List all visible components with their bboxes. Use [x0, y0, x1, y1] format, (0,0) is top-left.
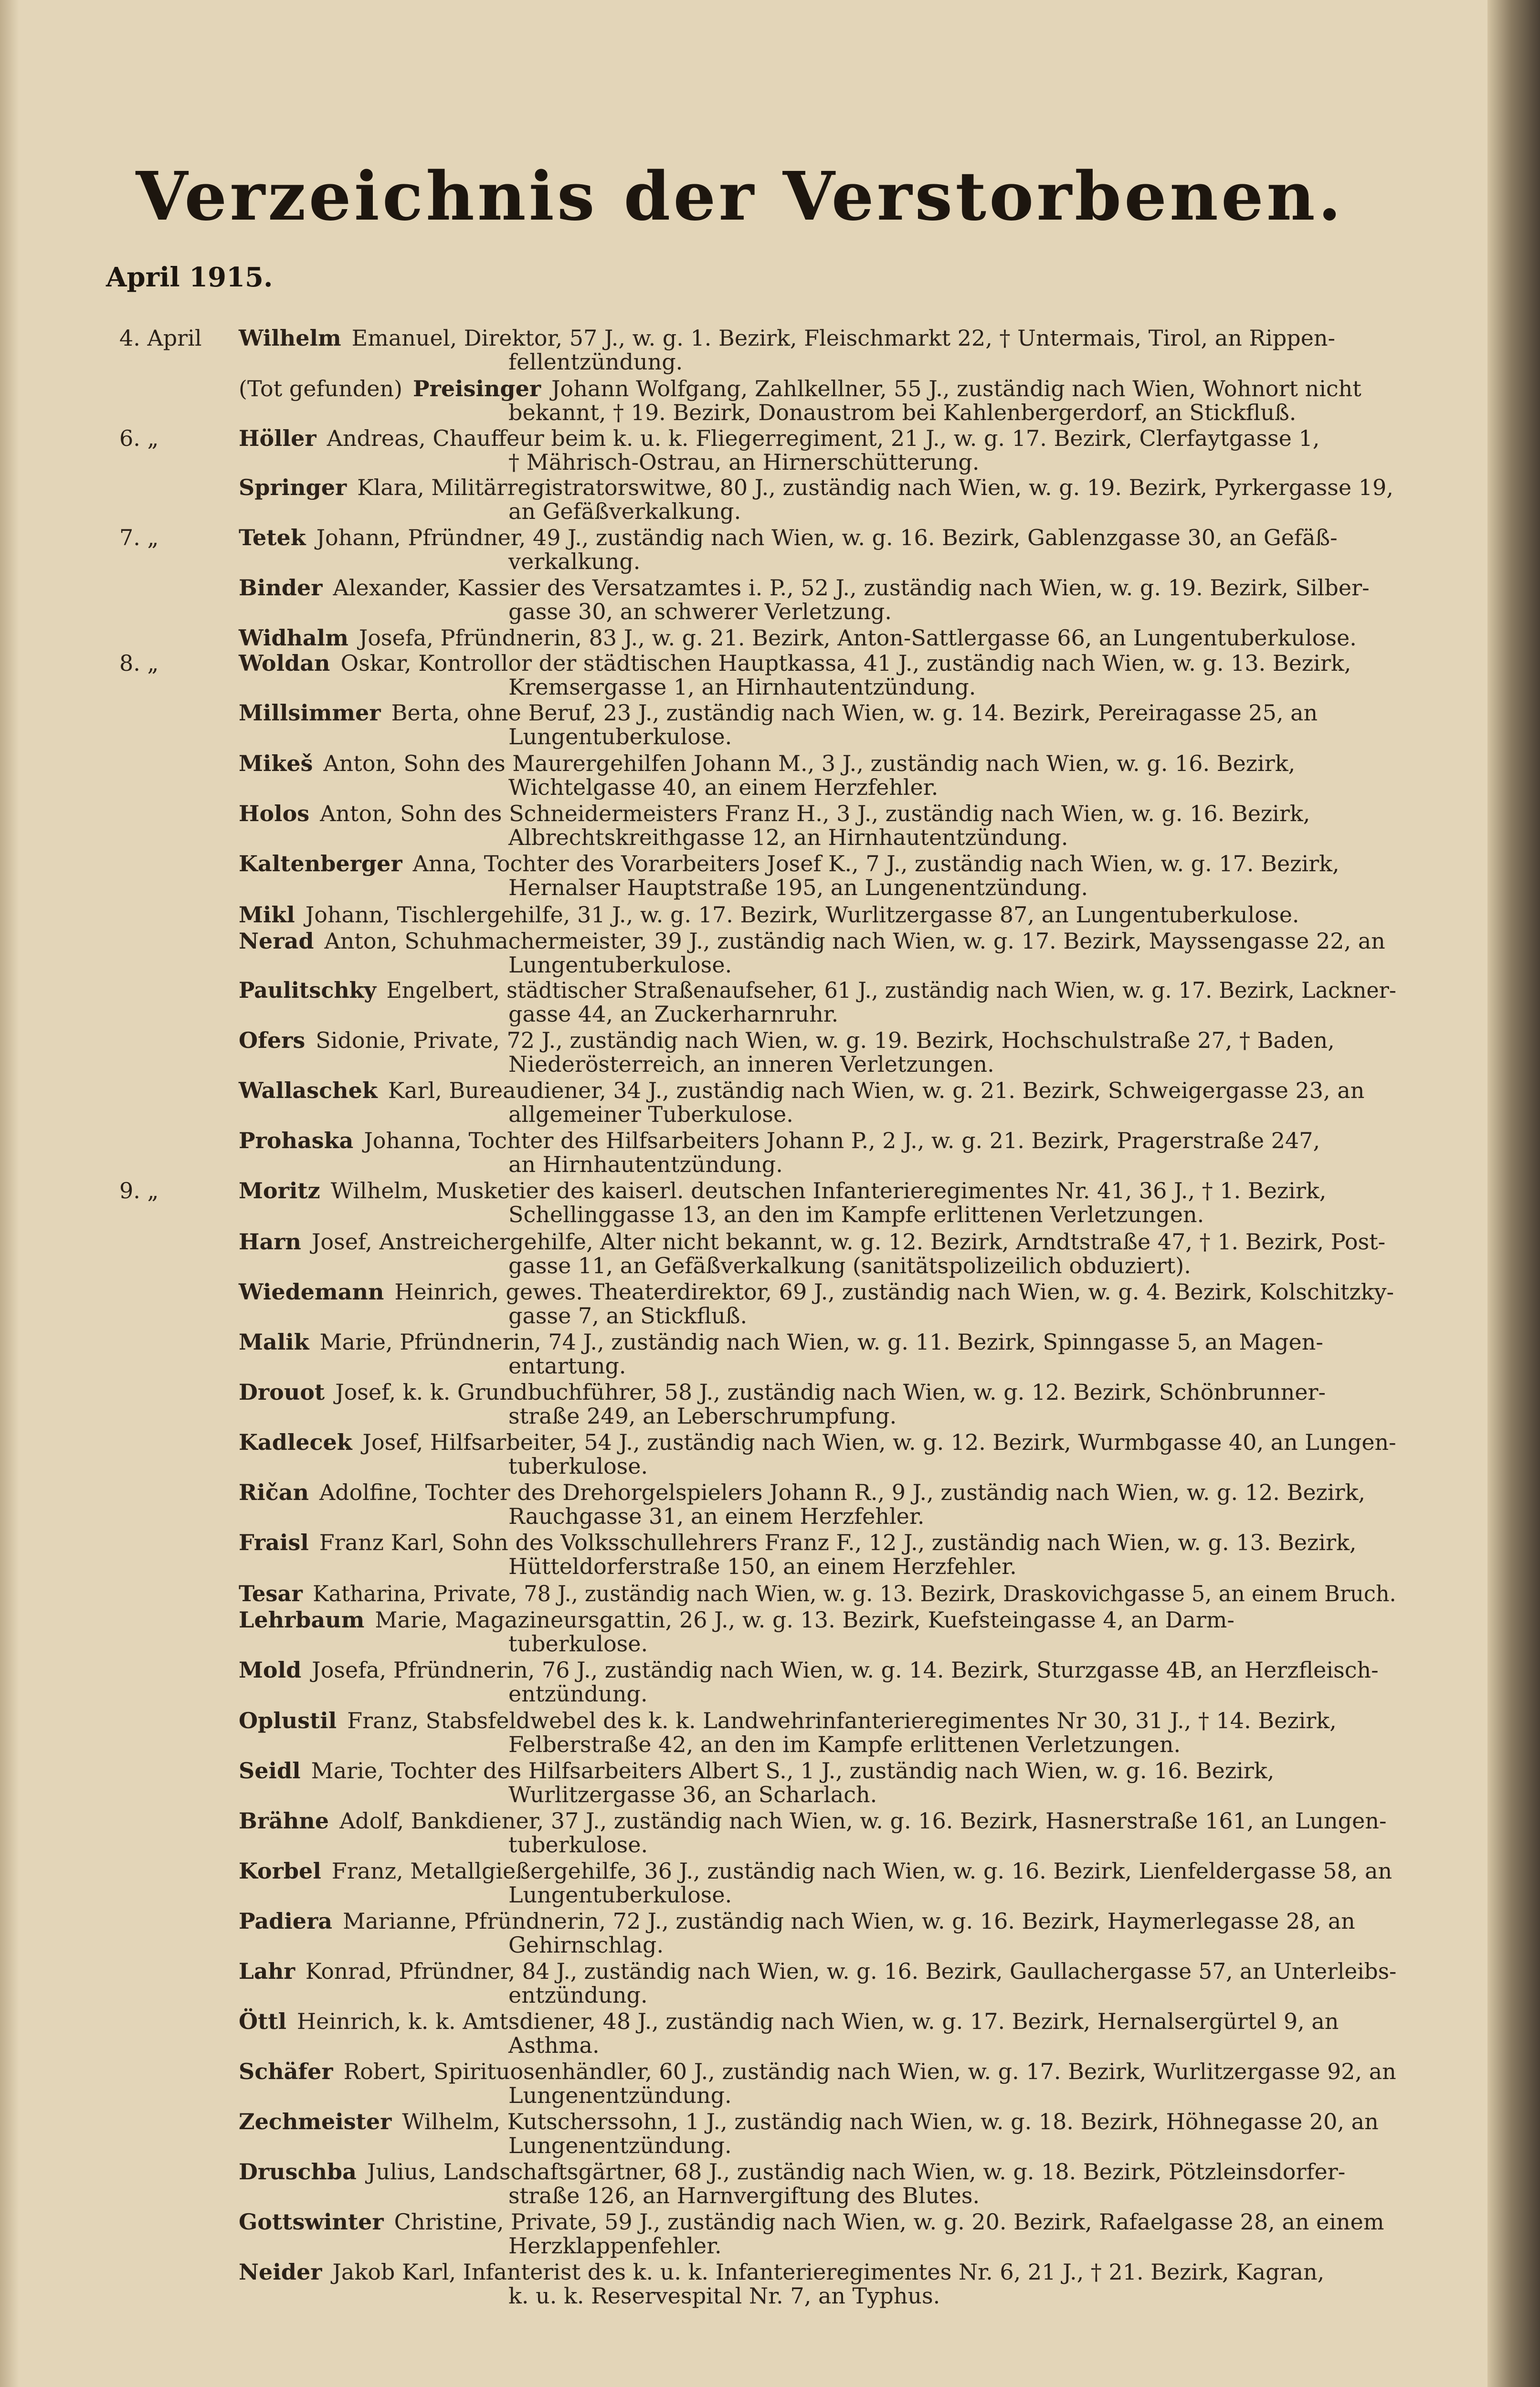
- deceased-surname: Brähne: [239, 1808, 329, 1834]
- entry-continuation: verkalkung.: [508, 549, 641, 574]
- entry-continuation: Lungenentzündung.: [508, 2133, 732, 2158]
- entry-details: Robert, Spirituosenhändler, 60 J., zuständig nach Wien, w. g. 17. Bezirk, Wurlitzergasse 92, an: [343, 2059, 1396, 2084]
- entry-first-line: [239, 1028, 1335, 1053]
- entry-continuation: Lungentuberkulose.: [508, 952, 732, 978]
- deceased-surname: Drouot: [239, 1379, 325, 1405]
- deceased-surname: Woldan: [239, 650, 330, 676]
- entry-details: Oskar, Kontrollor der städtischen Hauptkassa, 41 J., zuständig nach Wien, w. g. 13. Bezirk,: [340, 650, 1351, 676]
- entry-first-line: [239, 2059, 1396, 2084]
- deceased-surname: Padiera: [239, 1908, 333, 1934]
- entry-details: Julius, Landschaftsgärtner, 68 J., zuständig nach Wien, w. g. 18. Bezirk, Pötzleinsdorfer-: [367, 2159, 1346, 2185]
- entry-continuation: entzündung.: [508, 1681, 648, 1707]
- entry-details: Josef, k. k. Grundbuchführer, 58 J., zuständig nach Wien, w. g. 12. Bezirk, Schönbrunner-: [335, 1379, 1326, 1405]
- entry-details: Franz Karl, Sohn des Volksschullehrers Franz F., 12 J., zuständig nach Wien, w. g. 13. Bezirk,: [319, 1530, 1357, 1555]
- entry-details: Johann Wolfgang, Zahlkellner, 55 J., zuständig nach Wien, Wohnort nicht: [551, 376, 1361, 401]
- entry-continuation: gasse 11, an Gefäßverkalkung (sanitätspolizeilich obduziert).: [508, 1253, 1191, 1278]
- entry-continuation: straße 126, an Harnvergiftung des Blutes.: [508, 2183, 980, 2208]
- entry-first-line: [239, 475, 1393, 500]
- deceased-surname: Ričan: [239, 1479, 309, 1505]
- entry-details: Josefa, Pfründnerin, 83 J., w. g. 21. Bezirk, Anton-Sattlergasse 66, an Lungentuberkulose.: [359, 625, 1357, 651]
- entry-first-line: [239, 2159, 1345, 2184]
- deceased-surname: Harn: [239, 1229, 301, 1255]
- deceased-surname: Widhalm: [239, 625, 348, 651]
- deceased-surname: Binder: [239, 575, 323, 601]
- entry-details: Johanna, Tochter des Hilfsarbeiters Johann P., 2 J., w. g. 21. Bezirk, Pragerstraße 247,: [364, 1128, 1320, 1153]
- deceased-surname: Holos: [239, 801, 310, 826]
- entry-continuation: Lungenentzündung.: [508, 2082, 732, 2108]
- entry-continuation: tuberkulose.: [508, 1832, 648, 1858]
- entry-continuation: allgemeiner Tuberkulose.: [508, 1101, 793, 1127]
- entry-first-line: [239, 1607, 1234, 1632]
- deceased-surname: Kaltenberger: [239, 851, 402, 877]
- entry-details: Franz, Stabsfeldwebel des k. k. Landwehrinfanterieregimentes Nr 30, 31 J., † 14. Bezirk,: [347, 1708, 1337, 1733]
- entry-first-line: [239, 1380, 1326, 1405]
- entry-first-line: [239, 902, 1299, 927]
- deceased-surname: Druschba: [239, 2159, 357, 2185]
- entry-first-line: [239, 1758, 1274, 1783]
- entry-details: Heinrich, gewes. Theaterdirektor, 69 J., zuständig nach Wien, w. g. 4. Bezirk, Kolschitzky-: [394, 1279, 1394, 1305]
- entry-continuation: fellentzündung.: [508, 349, 683, 375]
- deceased-surname: Tetek: [239, 525, 306, 550]
- entry-first-line: [239, 2109, 1379, 2134]
- entry-continuation: Albrechtskreithgasse 12, an Hirnhautentzündung.: [508, 824, 1068, 850]
- month-heading: April 1915.: [106, 262, 273, 293]
- entry-continuation: Niederösterreich, an inneren Verletzungen.: [508, 1051, 994, 1077]
- deceased-surname: Prohaska: [239, 1128, 354, 1153]
- deceased-surname: Springer: [239, 475, 347, 500]
- deceased-surname: Wilhelm: [239, 325, 341, 351]
- entry-continuation: straße 249, an Leberschrumpfung.: [508, 1403, 897, 1429]
- entry-details: Wilhelm, Kutscherssohn, 1 J., zuständig nach Wien, w. g. 18. Bezirk, Höhnegasse 20, an: [402, 2109, 1379, 2134]
- entry-first-line: [239, 1859, 1392, 1883]
- entry-first-line: [239, 1229, 1385, 1254]
- deceased-surname: Kadlecek: [239, 1429, 352, 1455]
- entry-first-line: [239, 1279, 1394, 1304]
- entry-details: Karl, Bureaudiener, 34 J., zuständig nach Wien, w. g. 21. Bezirk, Schweigergasse 23, an: [388, 1077, 1365, 1103]
- entry-details: Marie, Tochter des Hilfsarbeiters Albert S., 1 J., zuständig nach Wien, w. g. 16. Bezirk,: [311, 1758, 1275, 1784]
- deceased-surname: Lahr: [239, 1958, 295, 1984]
- entry-first-line: [239, 326, 1335, 350]
- entry-first-line: [239, 700, 1318, 725]
- entry-continuation: Asthma.: [508, 2032, 600, 2058]
- deceased-surname: Korbel: [239, 1858, 321, 1884]
- deceased-surname: Moritz: [239, 1178, 320, 1204]
- entry-continuation: Felberstraße 42, an den im Kampfe erlittenen Verletzungen.: [508, 1732, 1181, 1757]
- entry-first-line: [239, 2009, 1339, 2034]
- deceased-surname: Neider: [239, 2259, 322, 2285]
- entry-first-line: [239, 2260, 1324, 2284]
- deceased-surname: Mikeš: [239, 750, 313, 776]
- entry-continuation: tuberkulose.: [508, 1631, 648, 1657]
- deceased-surname: Paulitschky: [239, 977, 377, 1003]
- deceased-surname: Wiedemann: [239, 1279, 384, 1305]
- page-title: Verzeichnis der Verstorbenen.: [136, 158, 1344, 236]
- deceased-surname: Schäfer: [239, 2059, 333, 2084]
- deceased-surname: Mold: [239, 1657, 302, 1683]
- entry-details: Wilhelm, Musketier des kaiserl. deutschen Infanterieregimentes Nr. 41, 36 J., † 1. Bezirk,: [330, 1178, 1327, 1204]
- deceased-surname: Nerad: [239, 928, 314, 954]
- entry-continuation: k. u. k. Reservespital Nr. 7, an Typhus.: [508, 2283, 940, 2309]
- entry-details: Jakob Karl, Infanterist des k. u. k. Infanterieregimentes Nr. 6, 21 J., † 21. Bezirk, Kagran,: [332, 2259, 1325, 2285]
- entry-details: Adolf, Bankdiener, 37 J., zuständig nach Wien, w. g. 16. Bezirk, Hasnerstraße 161, an Lungen-: [339, 1808, 1387, 1834]
- entry-continuation: Lungentuberkulose.: [508, 724, 732, 750]
- entry-first-line: [239, 1658, 1379, 1682]
- entry-details: Andreas, Chauffeur beim k. u. k. Fliegerregiment, 21 J., w. g. 17. Bezirk, Clerfaytgasse 1,: [327, 425, 1320, 451]
- entry-first-line: [239, 1959, 1396, 1984]
- entry-first-line: [239, 1581, 1396, 1606]
- deceased-surname: Lehrbaum: [239, 1607, 365, 1633]
- entry-first-line: [239, 1708, 1337, 1733]
- deceased-surname: Ofers: [239, 1027, 306, 1053]
- entry-date: 8. „: [119, 650, 159, 676]
- entry-details: Anton, Schuhmachermeister, 39 J., zuständig nach Wien, w. g. 17. Bezirk, Mayssengasse 22, an: [324, 928, 1385, 954]
- entry-continuation: entzündung.: [508, 1982, 648, 2008]
- deceased-surname: Malik: [239, 1329, 309, 1355]
- entry-continuation: entartung.: [508, 1353, 626, 1379]
- entry-details: Emanuel, Direktor, 57 J., w. g. 1. Bezirk, Fleischmarkt 22, † Untermais, Tirol, an Rippen-: [351, 325, 1336, 351]
- entry-first-line: [239, 801, 1310, 826]
- entry-first-line: [239, 978, 1396, 1003]
- entry-date: 4. April: [119, 325, 202, 351]
- deceased-surname: Millsimmer: [239, 700, 381, 726]
- entry-first-line: [239, 751, 1295, 776]
- entry-first-line: [239, 651, 1351, 676]
- entry-details: Engelbert, städtischer Straßenaufseher, 61 J., zuständig nach Wien, w. g. 17. Bezirk, Lackner-: [386, 977, 1396, 1003]
- entry-continuation: Wichtelgasse 40, an einem Herzfehler.: [508, 774, 939, 800]
- entry-details: Heinrich, k. k. Amtsdiener, 48 J., zuständig nach Wien, w. g. 17. Bezirk, Hernalsergürtel 9, an: [297, 2008, 1339, 2034]
- entry-continuation: an Gefäßverkalkung.: [508, 498, 741, 524]
- entry-details: Klara, Militärregistratorswitwe, 80 J., zuständig nach Wien, w. g. 19. Bezirk, Pyrkergasse 19,: [357, 475, 1393, 500]
- entry-note: (Tot gefunden): [239, 376, 403, 401]
- entry-first-line: [239, 426, 1319, 451]
- entry-first-line: [239, 1530, 1356, 1555]
- entry-continuation: Kremsergasse 1, an Hirnhautentzündung.: [508, 674, 976, 700]
- entry-details: Alexander, Kassier des Versatzamtes i. P., 52 J., zuständig nach Wien, w. g. 19. Bezirk, Silber-: [333, 575, 1370, 601]
- entry-details: Anna, Tochter des Vorarbeiters Josef K., 7 J., zuständig nach Wien, w. g. 17. Bezirk,: [412, 851, 1340, 877]
- deceased-surname: Wallaschek: [239, 1077, 378, 1103]
- entry-details: Marie, Pfründnerin, 74 J., zuständig nach Wien, w. g. 11. Bezirk, Spinngasse 5, an Magen-: [319, 1329, 1323, 1355]
- deceased-surname: Höller: [239, 425, 316, 451]
- entry-details: Josef, Anstreichergehilfe, Alter nicht bekannt, w. g. 12. Bezirk, Arndtstraße 47, † 1. Bezirk, Post-: [311, 1229, 1386, 1255]
- entry-first-line: [239, 525, 1338, 550]
- entry-first-line: [239, 1909, 1355, 1933]
- entry-details: Christine, Private, 59 J., zuständig nach Wien, w. g. 20. Bezirk, Rafaelgasse 28, an einem: [394, 2209, 1384, 2235]
- entry-details: Anton, Sohn des Maurergehilfen Johann M., 3 J., zuständig nach Wien, w. g. 16. Bezirk,: [323, 750, 1296, 776]
- entry-first-line: [239, 1430, 1396, 1455]
- entry-continuation: bekannt, † 19. Bezirk, Donaustrom bei Kahlenbergerdorf, an Stickfluß.: [508, 400, 1297, 425]
- deceased-surname: Oplustil: [239, 1708, 337, 1733]
- entry-continuation: Schellinggasse 13, an den im Kampfe erlittenen Verletzungen.: [508, 1202, 1204, 1227]
- entry-continuation: Wurlitzergasse 36, an Scharlach.: [508, 1782, 877, 1807]
- entry-continuation: an Hirnhautentzündung.: [508, 1151, 783, 1177]
- entry-details: Katharina, Private, 78 J., zuständig nach Wien, w. g. 13. Bezirk, Draskovichgasse 5, an einem Bruch.: [313, 1581, 1396, 1606]
- entry-date: 7. „: [119, 525, 159, 550]
- entry-first-line: [239, 1330, 1323, 1354]
- entry-details: Konrad, Pfründner, 84 J., zuständig nach Wien, w. g. 16. Bezirk, Gaullachergasse 57, an Unterleibs-: [305, 1958, 1397, 1984]
- entry-first-line: [239, 1480, 1365, 1505]
- deceased-surname: Fraisl: [239, 1530, 309, 1555]
- entry-details: Berta, ohne Beruf, 23 J., zuständig nach Wien, w. g. 14. Bezirk, Pereiragasse 25, an: [391, 700, 1318, 726]
- deceased-surname: Gottswinter: [239, 2209, 384, 2235]
- entry-continuation: tuberkulose.: [508, 1453, 648, 1479]
- deceased-surname: Preisinger: [413, 376, 541, 401]
- entry-continuation: Hütteldorferstraße 150, an einem Herzfehler.: [508, 1553, 1017, 1579]
- entry-details: Johann, Tischlergehilfe, 31 J., w. g. 17. Bezirk, Wurlitzergasse 87, an Lungentuberkulose.: [305, 902, 1299, 928]
- entry-continuation: Rauchgasse 31, an einem Herzfehler.: [508, 1503, 925, 1529]
- deceased-surname: Öttl: [239, 2008, 287, 2034]
- entry-date: 6. „: [119, 425, 159, 451]
- entry-first-line: [239, 625, 1357, 650]
- entry-first-line: [239, 575, 1370, 600]
- entry-continuation: Lungentuberkulose.: [508, 1882, 732, 1908]
- deceased-surname: Seidl: [239, 1758, 301, 1784]
- entry-continuation: Hernalser Hauptstraße 195, an Lungenentzündung.: [508, 875, 1088, 900]
- entry-details: Marianne, Pfründnerin, 72 J., zuständig nach Wien, w. g. 16. Bezirk, Haymerlegasse 28, an: [343, 1908, 1355, 1934]
- entry-details: Josef, Hilfsarbeiter, 54 J., zuständig nach Wien, w. g. 12. Bezirk, Wurmbgasse 40, an Lungen-: [362, 1429, 1396, 1455]
- entry-details: Adolfine, Tochter des Drehorgelspielers Johann R., 9 J., zuständig nach Wien, w. g. 12. Bezirk,: [319, 1479, 1365, 1505]
- deceased-surname: Mikl: [239, 902, 295, 928]
- entry-continuation: Gehirnschlag.: [508, 1932, 664, 1958]
- entry-details: Sidonie, Private, 72 J., zuständig nach Wien, w. g. 19. Bezirk, Hochschulstraße 27, † Baden,: [316, 1027, 1335, 1053]
- entry-first-line: [239, 2209, 1384, 2234]
- entry-continuation: † Mährisch-Ostrau, an Hirnerschütterung.: [508, 449, 980, 475]
- entry-first-line: [239, 376, 1361, 401]
- deceased-surname: Zechmeister: [239, 2109, 392, 2134]
- entry-first-line: [239, 1808, 1387, 1833]
- entry-continuation: gasse 44, an Zuckerharnruhr.: [508, 1001, 839, 1027]
- entry-details: Marie, Magazineursgattin, 26 J., w. g. 13. Bezirk, Kuefsteingasse 4, an Darm-: [375, 1607, 1234, 1633]
- entry-continuation: Herzklappenfehler.: [508, 2233, 722, 2259]
- entry-continuation: gasse 30, an schwerer Verletzung.: [508, 599, 892, 624]
- deceased-surname: Tesar: [239, 1581, 303, 1606]
- entry-details: Johann, Pfründner, 49 J., zuständig nach Wien, w. g. 16. Bezirk, Gablenzgasse 30, an Gefäß-: [316, 525, 1338, 550]
- entry-first-line: [239, 929, 1385, 953]
- entry-first-line: [239, 851, 1340, 876]
- entry-details: Josefa, Pfründnerin, 76 J., zuständig nach Wien, w. g. 14. Bezirk, Sturzgasse 4B, an Herzfleisch-: [312, 1657, 1379, 1683]
- entry-first-line: [239, 1128, 1320, 1153]
- entry-details: Anton, Sohn des Schneidermeisters Franz H., 3 J., zuständig nach Wien, w. g. 16. Bezirk,: [320, 801, 1310, 826]
- entry-first-line: [239, 1178, 1326, 1203]
- entry-details: Franz, Metallgießergehilfe, 36 J., zuständig nach Wien, w. g. 16. Bezirk, Lienfeldergasse 58, an: [331, 1858, 1392, 1884]
- entry-first-line: [239, 1078, 1364, 1103]
- entry-date: 9. „: [119, 1178, 159, 1204]
- entry-continuation: gasse 7, an Stickfluß.: [508, 1303, 748, 1329]
